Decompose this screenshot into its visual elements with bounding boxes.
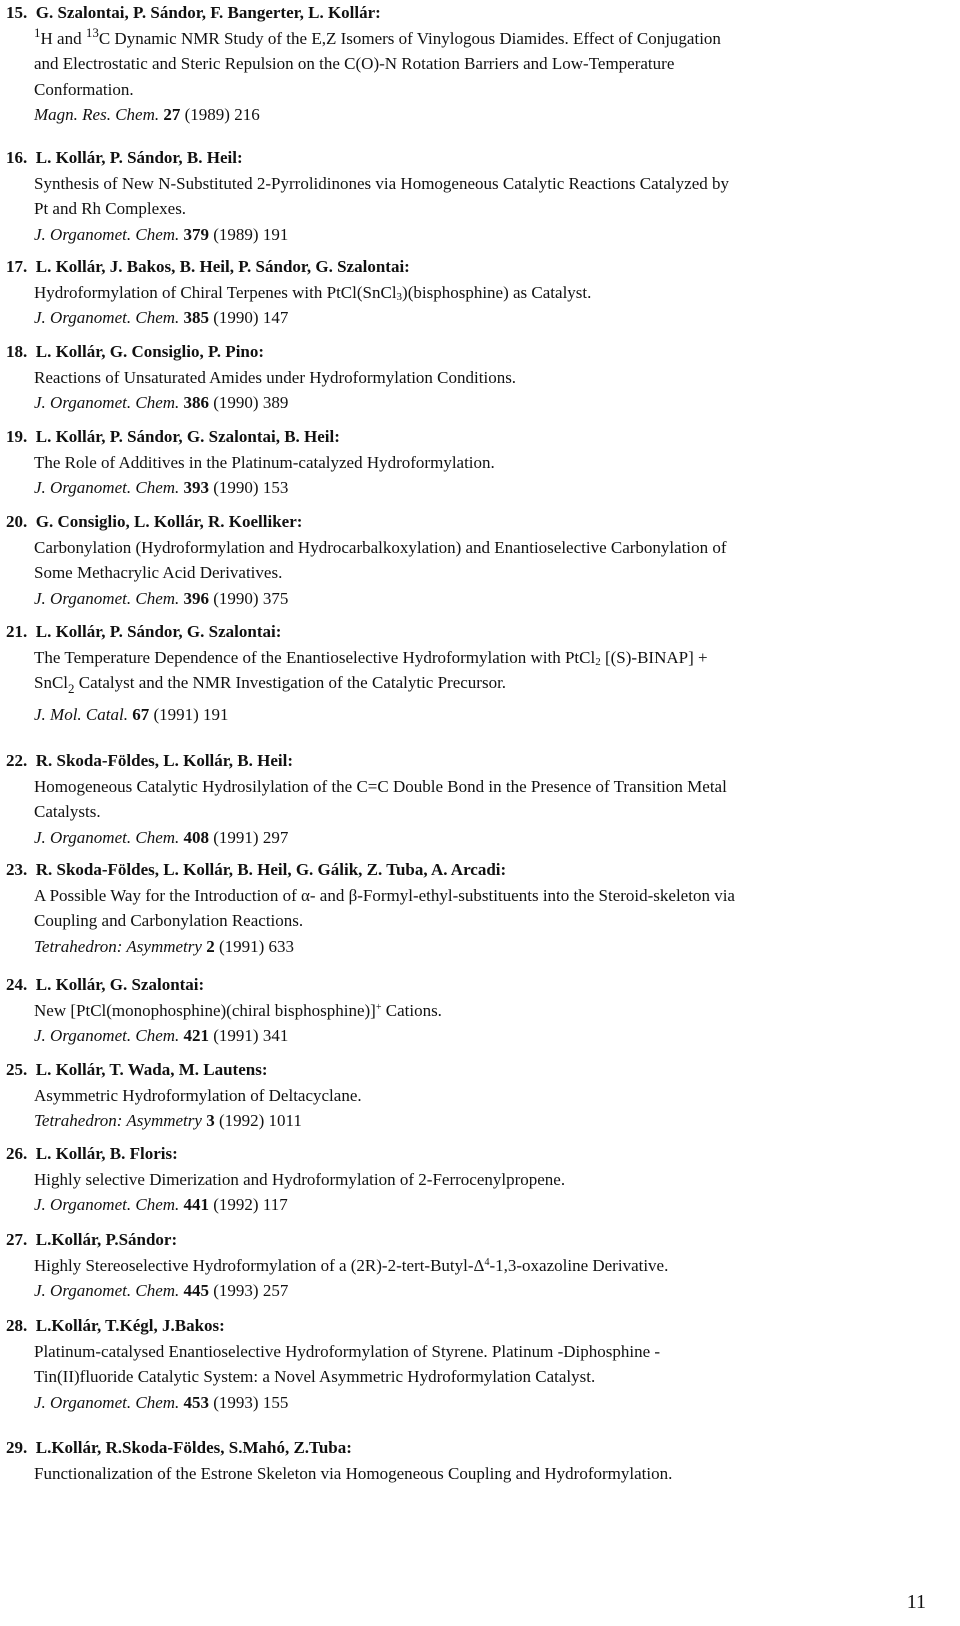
reference-body xyxy=(34,1339,936,1416)
reference-entry xyxy=(6,857,936,959)
journal-volume: 3 xyxy=(206,1111,215,1130)
reference-authors: G. Szalontai, P. Sándor, F. Bangerter, L. Kollár: xyxy=(35,3,381,22)
title-text: Highly selective Dimerization and Hydroformylation of 2-Ferrocenylpropene. xyxy=(34,1169,566,1189)
reference-entry xyxy=(6,254,936,331)
title-text: Coupling and Carbonylation Reactions. xyxy=(34,911,304,930)
year-pages: (1990) 375 xyxy=(209,588,289,608)
journal-volume: 441 xyxy=(183,1195,210,1214)
year-pages: (1993) 155 xyxy=(209,1392,289,1412)
reference-title xyxy=(34,1339,936,1390)
reference-number: 19. xyxy=(6,427,28,446)
journal-name: Tetrahedron: Asymmetry xyxy=(34,1111,202,1130)
reference-header xyxy=(6,339,936,365)
reference-title xyxy=(34,774,936,825)
year-pages: (1991) 191 xyxy=(149,704,229,724)
reference-entry xyxy=(6,0,936,128)
reference-title xyxy=(34,171,936,222)
reference-title xyxy=(34,365,936,391)
reference-entry xyxy=(6,1141,936,1218)
reference-entry xyxy=(6,748,936,850)
title-text: Synthesis of New N-Substituted 2-Pyrrolidinones via Homogeneous Catalytic Reactions Catalyzed by xyxy=(34,173,729,193)
reference-authors: L. Kollár, T. Wada, M. Lautens: xyxy=(35,1060,268,1079)
reference-number: 23. xyxy=(6,860,28,879)
year-pages: (1990) 147 xyxy=(209,308,289,327)
year-pages: (1990) 153 xyxy=(209,478,289,497)
reference-header xyxy=(6,1227,936,1253)
title-text: Conformation. xyxy=(34,79,134,99)
reference-authors: R. Skoda-Földes, L. Kollár, B. Heil: xyxy=(35,751,293,770)
reference-citation xyxy=(34,934,936,960)
reference-entry xyxy=(6,619,936,727)
reference-number: 22. xyxy=(6,751,28,770)
reference-body xyxy=(34,1167,936,1218)
journal-name: J. Organomet. Chem. xyxy=(34,1392,180,1412)
reference-body xyxy=(34,365,936,416)
reference-number: 29. xyxy=(6,1438,28,1457)
reference-title xyxy=(34,26,936,103)
year-pages: (1990) 389 xyxy=(209,393,289,412)
reference-body xyxy=(34,1253,936,1304)
reference-authors: L. Kollár, P. Sándor, G. Szalontai: xyxy=(35,622,282,641)
title-text: Catalyst and the NMR Investigation of the Catalytic Precursor. xyxy=(74,673,507,692)
reference-number: 24. xyxy=(6,975,28,994)
reference-title xyxy=(34,450,936,476)
reference-body xyxy=(34,26,936,128)
reference-authors: L. Kollár, J. Bakos, B. Heil, P. Sándor, G. Szalontai: xyxy=(35,257,410,276)
reference-header xyxy=(6,619,936,645)
title-text: Homogeneous Catalytic Hydrosilylation of the C=C Double Bond in the Presence of Transition Metal xyxy=(34,776,727,796)
journal-name: J. Organomet. Chem. xyxy=(34,393,180,412)
reference-citation xyxy=(34,1192,936,1218)
title-text: Hydroformylation of Chiral Terpenes with PtCl(SnCl xyxy=(34,282,397,302)
reference-number: 27. xyxy=(6,1230,28,1249)
journal-name: J. Organomet. Chem. xyxy=(34,827,180,847)
reference-body xyxy=(34,171,936,248)
journal-name: J. Organomet. Chem. xyxy=(34,478,180,497)
reference-authors: L. Kollár, B. Floris: xyxy=(35,1144,178,1163)
journal-volume: 453 xyxy=(183,1392,210,1412)
title-text: Asymmetric Hydroformylation of Deltacyclane. xyxy=(34,1085,362,1105)
reference-number: 28. xyxy=(6,1316,28,1335)
reference-header xyxy=(6,857,936,883)
title-text: SnCl xyxy=(34,673,69,692)
reference-title xyxy=(34,645,936,696)
journal-name: Tetrahedron: Asymmetry xyxy=(34,936,202,956)
reference-header xyxy=(6,509,936,535)
reference-citation xyxy=(34,1023,936,1049)
reference-header xyxy=(6,254,936,280)
reference-header xyxy=(6,1141,936,1167)
title-script-text: 4 xyxy=(484,1256,490,1268)
journal-name: J. Organomet. Chem. xyxy=(34,1026,180,1045)
journal-name: J. Mol. Catal. xyxy=(34,704,128,724)
year-pages: (1992) 1011 xyxy=(214,1111,302,1130)
reference-number: 15. xyxy=(6,3,28,22)
reference-body xyxy=(34,1461,936,1487)
reference-authors: L.Kollár, P.Sándor: xyxy=(35,1230,178,1249)
reference-header xyxy=(6,145,936,171)
reference-authors: L. Kollár, P. Sándor, G. Szalontai, B. Heil: xyxy=(35,427,340,446)
reference-entry xyxy=(6,509,936,611)
reference-body xyxy=(34,883,936,960)
reference-authors: G. Consiglio, L. Kollár, R. Koelliker: xyxy=(35,512,303,531)
reference-title xyxy=(34,998,936,1024)
page-number: 11 xyxy=(906,1591,926,1613)
title-text: The Role of Additives in the Platinum-catalyzed Hydroformylation. xyxy=(34,452,495,472)
year-pages: (1992) 117 xyxy=(209,1195,288,1214)
title-text: Functionalization of the Estrone Skeleton via Homogeneous Coupling and Hydroformylation. xyxy=(34,1463,673,1483)
title-text: [(S)-BINAP] + xyxy=(600,647,708,667)
reference-citation xyxy=(34,102,936,128)
title-text: New [PtCl(monophosphine)(chiral bisphosphine)] xyxy=(34,1000,376,1020)
reference-title xyxy=(34,1461,936,1487)
reference-citation xyxy=(34,222,936,248)
journal-volume: 67 xyxy=(132,704,150,724)
title-script-text: 1 xyxy=(34,24,41,40)
title-text: and Electrostatic and Steric Repulsion on the C(O)-N Rotation Barriers and Low-Temperature xyxy=(34,54,675,73)
title-script-text: 2 xyxy=(595,655,601,668)
reference-citation xyxy=(34,586,936,612)
reference-number: 16. xyxy=(6,148,28,167)
journal-name: J. Organomet. Chem. xyxy=(34,308,180,327)
reference-title xyxy=(34,1083,936,1109)
reference-entry xyxy=(6,424,936,501)
journal-name: J. Organomet. Chem. xyxy=(34,224,180,244)
reference-body xyxy=(34,645,936,728)
journal-volume: 396 xyxy=(183,588,210,608)
title-text: Reactions of Unsaturated Amides under Hydroformylation Conditions. xyxy=(34,367,517,387)
reference-header xyxy=(6,1057,936,1083)
reference-number: 17. xyxy=(6,257,28,276)
year-pages: (1989) 216 xyxy=(180,105,260,124)
title-text: The Temperature Dependence of the Enantioselective Hydroformylation with PtCl xyxy=(34,647,596,667)
title-text: A Possible Way for the Introduction of α- and β-Formyl-ethyl-substituents into the Steroid-skeleton via xyxy=(34,885,735,905)
reference-entry xyxy=(6,339,936,416)
reference-title xyxy=(34,1167,936,1193)
reference-number: 18. xyxy=(6,342,28,361)
title-text: Catalysts. xyxy=(34,802,101,821)
title-text: C Dynamic NMR Study of the E,Z Isomers of Vinylogous Diamides. Effect of Conjugation xyxy=(98,28,721,48)
journal-volume: 421 xyxy=(183,1026,210,1045)
reference-number: 26. xyxy=(6,1144,28,1163)
reference-citation xyxy=(34,1278,936,1304)
reference-header xyxy=(6,1313,936,1339)
reference-body xyxy=(34,774,936,851)
reference-entry xyxy=(6,145,936,247)
journal-volume: 393 xyxy=(183,478,210,497)
reference-title xyxy=(34,535,936,586)
journal-volume: 385 xyxy=(183,308,210,327)
reference-entry xyxy=(6,1313,936,1415)
reference-citation xyxy=(34,1108,936,1134)
reference-body xyxy=(34,450,936,501)
journal-name: J. Organomet. Chem. xyxy=(34,1195,180,1214)
title-text: Pt and Rh Complexes. xyxy=(34,199,187,218)
reference-citation xyxy=(34,475,936,501)
reference-body xyxy=(34,280,936,331)
reference-header xyxy=(6,0,936,26)
reference-title xyxy=(34,1253,936,1279)
title-script-text: + xyxy=(375,1001,382,1013)
reference-authors: L.Kollár, T.Kégl, J.Bakos: xyxy=(35,1316,225,1335)
reference-entry xyxy=(6,1057,936,1134)
title-text: Tin(II)fluoride Catalytic System: a Novel Asymmetric Hydroformylation Catalyst. xyxy=(34,1367,596,1386)
title-text: Some Methacrylic Acid Derivatives. xyxy=(34,563,283,582)
reference-title xyxy=(34,883,936,934)
title-script-text: 2 xyxy=(68,681,75,696)
reference-authors: R. Skoda-Földes, L. Kollár, B. Heil, G. Gálik, Z. Tuba, A. Arcadi: xyxy=(35,860,507,879)
journal-name: J. Organomet. Chem. xyxy=(34,1281,180,1300)
reference-body xyxy=(34,998,936,1049)
title-script-text: 13 xyxy=(85,24,99,40)
reference-header xyxy=(6,972,936,998)
title-text: Cations. xyxy=(381,1000,442,1020)
journal-name: Magn. Res. Chem. xyxy=(34,105,160,124)
journal-volume: 408 xyxy=(183,827,210,847)
reference-header xyxy=(6,1435,936,1461)
title-script-text: 3 xyxy=(396,290,403,303)
reference-header xyxy=(6,748,936,774)
year-pages: (1991) 341 xyxy=(209,1026,289,1045)
reference-title xyxy=(34,280,936,306)
reference-citation xyxy=(34,1390,936,1416)
title-text: -1,3-oxazoline Derivative. xyxy=(489,1255,669,1275)
reference-header xyxy=(6,424,936,450)
journal-volume: 379 xyxy=(183,224,210,244)
year-pages: (1993) 257 xyxy=(209,1281,289,1300)
reference-citation xyxy=(34,390,936,416)
reference-authors: L. Kollár, P. Sándor, B. Heil: xyxy=(35,148,243,167)
reference-number: 20. xyxy=(6,512,28,531)
title-text: )(bisphosphine) as Catalyst. xyxy=(402,282,592,302)
reference-citation xyxy=(34,702,936,728)
reference-body xyxy=(34,1083,936,1134)
journal-name: J. Organomet. Chem. xyxy=(34,588,180,608)
year-pages: (1991) 633 xyxy=(214,936,295,956)
reference-body xyxy=(34,535,936,612)
title-text: Platinum-catalysed Enantioselective Hydroformylation of Styrene. Platinum -Diphosphine - xyxy=(34,1341,661,1361)
reference-authors: L. Kollár, G. Consiglio, P. Pino: xyxy=(35,342,265,361)
journal-volume: 445 xyxy=(183,1281,210,1300)
journal-volume: 386 xyxy=(183,393,210,412)
reference-citation xyxy=(34,825,936,851)
reference-number: 21. xyxy=(6,622,28,641)
reference-authors: L.Kollár, R.Skoda-Földes, S.Mahó, Z.Tuba: xyxy=(35,1438,352,1457)
journal-volume: 27 xyxy=(163,105,181,124)
reference-entry xyxy=(6,1227,936,1304)
title-text: H and xyxy=(40,28,86,48)
title-text: Carbonylation (Hydroformylation and Hydrocarbalkoxylation) and Enantioselective Carbonylation of xyxy=(34,537,727,557)
title-text: Highly Stereoselective Hydroformylation of a (2R)-2-tert-Butyl-Δ xyxy=(34,1255,485,1275)
reference-entry xyxy=(6,1435,936,1486)
reference-authors: L. Kollár, G. Szalontai: xyxy=(35,975,205,994)
year-pages: (1989) 191 xyxy=(209,224,289,244)
reference-citation xyxy=(34,305,936,331)
year-pages: (1991) 297 xyxy=(209,827,289,847)
reference-number: 25. xyxy=(6,1060,28,1079)
journal-volume: 2 xyxy=(206,936,215,956)
reference-entry xyxy=(6,972,936,1049)
